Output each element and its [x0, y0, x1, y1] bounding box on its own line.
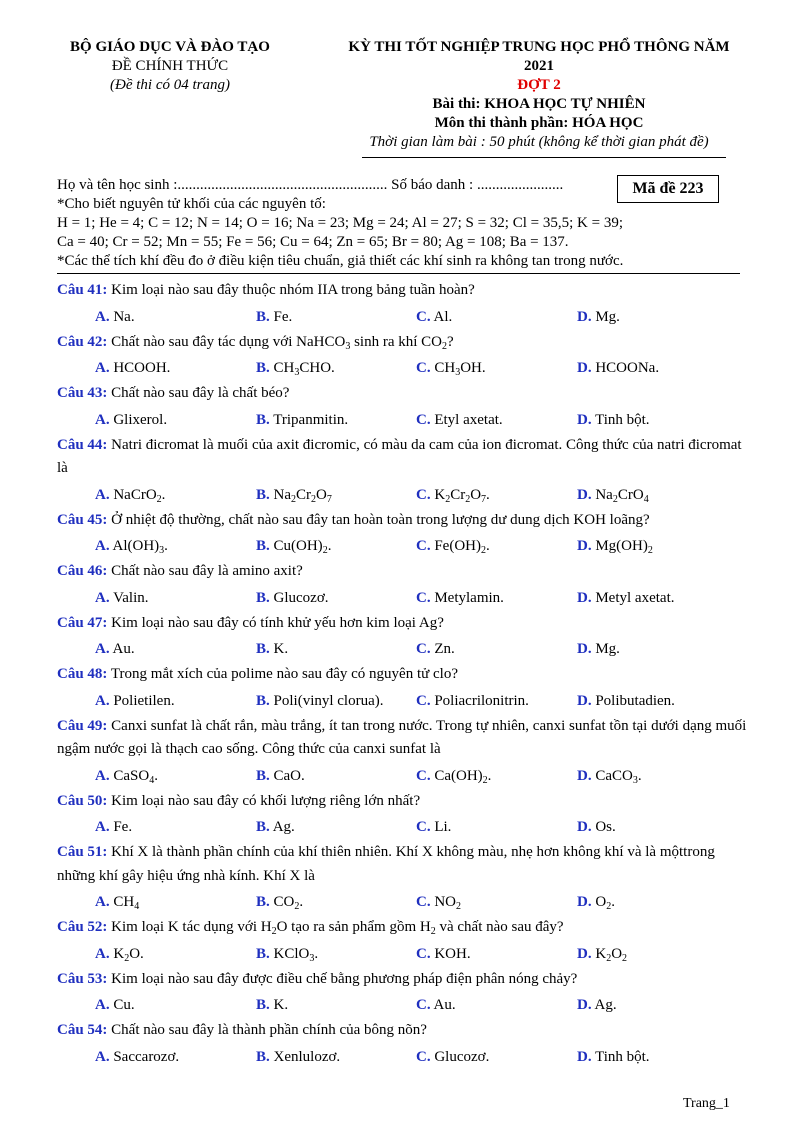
question-text: Ở nhiệt độ thường, chất nào sau đây tan hoàn toàn trong lượng dư dung dịch KOH loãng?	[107, 511, 650, 528]
option-text: HCOONa.	[591, 360, 660, 376]
option-key: C.	[416, 486, 431, 503]
option-text: Cu.	[109, 997, 135, 1013]
question-label: Câu 41:	[57, 282, 108, 298]
option-text: Poli(vinyl clorua).	[269, 692, 384, 709]
option-b[interactable]	[256, 892, 303, 912]
option-d[interactable]	[577, 892, 615, 912]
question-43	[57, 382, 747, 406]
question-label: Câu 46:	[57, 563, 108, 579]
option-row	[57, 532, 747, 560]
option-text: $Na_2Cr_2O_7$	[269, 486, 332, 505]
question-label: Câu 43:	[57, 385, 108, 401]
option-d[interactable]	[577, 766, 642, 786]
header-right	[300, 38, 778, 152]
question-text: Chất nào sau đây là amino axit?	[107, 563, 303, 579]
option-key: D.	[577, 945, 592, 962]
question-text: Kim loại nào sau đây có khối lượng riêng lớn nhất?	[107, 792, 421, 809]
option-b[interactable]	[256, 766, 305, 786]
option-row	[57, 687, 747, 715]
option-c[interactable]	[416, 410, 503, 430]
option-key: A.	[95, 1048, 110, 1065]
option-key: C.	[416, 819, 431, 835]
option-text: Glucozơ.	[430, 1048, 490, 1065]
atomic-masses-2: Ca = 40; Cr = 52; Mn = 55; Fe = 56; Cu = 64; Zn = 65; Br = 80; Ag = 108; Ba = 137.	[57, 234, 569, 250]
option-text: $K_2Cr_2O_7$.	[430, 486, 490, 505]
option-text: Glixerol.	[109, 411, 168, 428]
option-d[interactable]	[577, 410, 650, 430]
option-row	[57, 1043, 747, 1071]
option-d[interactable]	[577, 307, 620, 327]
option-key: C.	[416, 589, 431, 606]
option-text: Saccarozơ.	[109, 1048, 180, 1065]
option-text: Ag.	[591, 997, 617, 1013]
page-number: Trang_1	[683, 1096, 730, 1111]
option-b[interactable]	[256, 944, 318, 964]
exam-round: ĐỢT 2	[517, 77, 561, 93]
option-text: Mg.	[591, 641, 620, 657]
question-text: Trong mắt xích của polime nào sau đây có nguyên tử clo?	[107, 666, 458, 682]
option-key: B.	[256, 1048, 270, 1065]
option-key: B.	[256, 360, 270, 376]
option-key: A.	[95, 894, 110, 910]
option-key: B.	[256, 692, 270, 709]
question-45	[57, 509, 747, 533]
question-label: Câu 49:	[57, 717, 108, 734]
option-text: Mg.	[591, 308, 620, 325]
option-key: C.	[416, 411, 431, 428]
option-a[interactable]	[95, 536, 168, 556]
option-a[interactable]	[95, 691, 175, 711]
option-text: $Ca(OH)_2$.	[430, 767, 492, 786]
option-text: $K_2O_2$	[591, 945, 628, 964]
option-text: $NO_2$	[430, 894, 462, 912]
question-list	[57, 279, 747, 1071]
option-text: CaCO$_3$.	[591, 767, 642, 786]
pages-note: (Đề thi có 04 trang)	[110, 77, 230, 93]
option-text: NaCrO$_2$.	[109, 486, 166, 505]
option-text: Tripanmitin.	[269, 411, 349, 428]
exam-title-line2: 2021	[524, 58, 554, 74]
option-row	[57, 481, 747, 509]
option-text: KClO$_3$.	[269, 945, 319, 964]
question-44	[57, 434, 747, 481]
option-key: D.	[577, 692, 592, 709]
option-a[interactable]	[95, 588, 149, 608]
option-d[interactable]	[577, 536, 653, 556]
option-key: B.	[256, 589, 270, 606]
option-key: A.	[95, 767, 110, 784]
option-a[interactable]	[95, 410, 167, 430]
option-key: A.	[95, 641, 110, 657]
question-text: Kim loại nào sau đây có tính khử yếu hơn kim loại Ag?	[107, 614, 444, 631]
option-d[interactable]	[577, 1047, 650, 1067]
option-key: A.	[95, 360, 110, 376]
question-label: Câu 42:	[57, 333, 108, 350]
option-row	[57, 762, 747, 790]
option-text: Fe.	[269, 308, 293, 325]
option-key: D.	[577, 641, 592, 657]
option-text: K.	[269, 641, 289, 657]
option-text: K.	[269, 997, 289, 1013]
ministry-name: BỘ GIÁO DỤC VÀ ĐÀO TẠO	[70, 39, 270, 55]
option-key: B.	[256, 411, 270, 428]
option-d[interactable]	[577, 358, 659, 378]
option-text: $CH_3CHO$.	[269, 360, 335, 378]
option-c[interactable]	[416, 691, 529, 711]
option-row	[57, 991, 747, 1019]
option-key: C.	[416, 997, 431, 1013]
option-c[interactable]	[416, 766, 491, 786]
option-key: C.	[416, 692, 431, 709]
option-c[interactable]	[416, 944, 471, 964]
option-text: $Mg(OH)_2$	[591, 538, 653, 556]
question-text: Kim loại nào sau đây thuộc nhóm IIA trong bảng tuần hoàn?	[107, 282, 475, 298]
option-c[interactable]	[416, 995, 456, 1015]
option-text: $Al(OH)_3$.	[109, 538, 168, 556]
option-key: A.	[95, 945, 110, 962]
option-c[interactable]	[416, 639, 455, 659]
option-text: Valin.	[109, 589, 149, 606]
option-key: A.	[95, 589, 110, 606]
option-b[interactable]	[256, 691, 384, 711]
option-c[interactable]	[416, 817, 451, 837]
option-text: Tinh bột.	[591, 411, 650, 428]
question-label: Câu 45:	[57, 511, 108, 528]
option-text: $CO_2$.	[269, 894, 304, 912]
header-divider	[362, 157, 726, 158]
option-text: CaSO$_4$.	[109, 767, 158, 786]
option-key: B.	[256, 486, 270, 503]
header-left	[40, 38, 300, 95]
option-key: C.	[416, 538, 431, 554]
question-label: Câu 54:	[57, 1022, 108, 1038]
option-key: D.	[577, 486, 592, 503]
question-51	[57, 841, 747, 888]
option-key: D.	[577, 894, 592, 910]
option-text: Au.	[109, 641, 135, 657]
option-key: D.	[577, 360, 592, 376]
option-b[interactable]	[256, 410, 348, 430]
option-key: D.	[577, 411, 592, 428]
option-text: Ag.	[269, 819, 295, 835]
option-text: KOH.	[430, 945, 471, 962]
option-key: B.	[256, 945, 270, 962]
question-text: Canxi sunfat là chất rắn, màu trắng, ít tan trong nước. Trong tự nhiên, canxi sunfat tồn tại dưới dạng muối ngậm nước gọi là thạch cao sống. Công thức của canxi sunfat là	[57, 717, 747, 757]
option-key: D.	[577, 538, 592, 554]
option-row	[57, 303, 747, 331]
option-text: Metyl axetat.	[591, 589, 675, 606]
exam-code-box: Mã đề 223	[617, 175, 719, 203]
option-key: C.	[416, 641, 431, 657]
question-text: Kim loại K tác dụng với $H_2O$ tạo ra sản phẩm gồm $H_2$ và chất nào sau đây?	[107, 919, 564, 937]
option-row	[57, 813, 747, 841]
option-row	[57, 584, 747, 612]
option-key: B.	[256, 767, 270, 784]
option-text: $Na_2CrO_4$	[591, 486, 649, 505]
option-a[interactable]	[95, 766, 158, 786]
option-key: A.	[95, 411, 110, 428]
option-a[interactable]	[95, 358, 170, 378]
option-text: $Cu(OH)_2$.	[269, 538, 332, 556]
question-49	[57, 715, 747, 762]
option-key: A.	[95, 538, 110, 554]
option-a[interactable]	[95, 944, 144, 964]
option-a[interactable]	[95, 307, 135, 327]
option-key: A.	[95, 997, 110, 1013]
exam-subject: Bài thi: KHOA HỌC TỰ NHIÊN	[432, 96, 646, 112]
option-d[interactable]	[577, 944, 627, 964]
option-text: HCOOH.	[109, 360, 171, 376]
question-text: Khí X là thành phần chính của khí thiên nhiên. Khí X không màu, nhẹ hơn không khí và là mộttrong những khí gây hiệu ứng nhà kính. Khí X là	[57, 844, 715, 884]
question-54	[57, 1019, 747, 1043]
option-key: B.	[256, 997, 270, 1013]
option-text: CaO.	[269, 767, 305, 784]
option-b[interactable]	[256, 817, 295, 837]
question-text: Chất nào sau đây tác dụng với NaHCO$_3$ sinh ra khí $CO_2$?	[107, 333, 454, 352]
question-52	[57, 916, 747, 940]
exam-time: Thời gian làm bài : 50 phút (không kể thời gian phát đề)	[369, 134, 709, 150]
option-b[interactable]	[256, 1047, 340, 1067]
question-text: Natri đicromat là muối của axit đicromic, có màu da cam của ion đicromat. Công thức của natri đicromat là	[57, 436, 742, 476]
option-a[interactable]	[95, 892, 139, 912]
info-divider	[57, 273, 740, 274]
question-text: Chất nào sau đây là thành phần chính của bông nõn?	[107, 1022, 427, 1038]
option-row	[57, 354, 747, 382]
option-key: C.	[416, 894, 431, 910]
option-key: D.	[577, 997, 592, 1013]
option-b[interactable]	[256, 639, 288, 659]
option-row	[57, 635, 747, 663]
option-a[interactable]	[95, 639, 135, 659]
option-key: C.	[416, 308, 431, 325]
question-text: Chất nào sau đây là chất béo?	[107, 385, 290, 401]
question-label: Câu 53:	[57, 970, 108, 987]
question-42	[57, 331, 747, 355]
name-line: Họ và tên học sinh :........................................................ Số báo danh : .......................	[57, 177, 564, 193]
option-text: $O_2$.	[591, 894, 615, 912]
question-label: Câu 44:	[57, 436, 108, 453]
option-b[interactable]	[256, 536, 331, 556]
option-text: Polibutadien.	[591, 692, 675, 709]
official-label: ĐỀ CHÍNH THỨC	[111, 58, 229, 74]
option-text: Poliacrilonitrin.	[430, 692, 529, 709]
option-b[interactable]	[256, 307, 292, 327]
option-d[interactable]	[577, 817, 616, 837]
option-a[interactable]	[95, 1047, 179, 1067]
option-key: B.	[256, 308, 270, 325]
option-a[interactable]	[95, 995, 135, 1015]
option-text: $CH_4$	[109, 894, 140, 912]
question-label: Câu 47:	[57, 614, 108, 631]
option-key: B.	[256, 538, 270, 554]
option-text: Etyl axetat.	[430, 411, 503, 428]
option-key: D.	[577, 308, 592, 325]
option-key: D.	[577, 589, 592, 606]
option-text: Fe.	[109, 819, 133, 835]
option-text: Os.	[591, 819, 616, 835]
option-key: B.	[256, 894, 270, 910]
exam-component: Môn thi thành phần: HÓA HỌC	[434, 115, 644, 131]
option-text: Na.	[109, 308, 135, 325]
option-c[interactable]	[416, 588, 504, 608]
question-label: Câu 51:	[57, 844, 108, 860]
option-text: Metylamin.	[430, 589, 504, 606]
option-row	[57, 888, 747, 916]
question-41	[57, 279, 747, 303]
option-c[interactable]	[416, 358, 486, 378]
option-key: C.	[416, 767, 431, 784]
question-text: Kim loại nào sau đây được điều chế bằng phương pháp điện phân nóng chảy?	[107, 970, 578, 987]
question-label: Câu 52:	[57, 919, 108, 935]
option-key: A.	[95, 819, 110, 835]
question-53	[57, 968, 747, 992]
option-text: Li.	[430, 819, 452, 835]
option-d[interactable]	[577, 995, 617, 1015]
option-c[interactable]	[416, 536, 490, 556]
atomic-intro: *Cho biết nguyên tử khối của các nguyên tố:	[57, 196, 326, 212]
option-key: B.	[256, 641, 270, 657]
option-a[interactable]	[95, 817, 132, 837]
option-a[interactable]	[95, 485, 165, 505]
option-b[interactable]	[256, 485, 332, 505]
option-row	[57, 406, 747, 434]
option-key: D.	[577, 1048, 592, 1065]
question-48	[57, 663, 747, 687]
atomic-masses-1: H = 1; He = 4; C = 12; N = 14; O = 16; Na = 23; Mg = 24; Al = 27; S = 32; Cl = 35,5; K = 39;	[57, 215, 623, 231]
gas-note: *Các thể tích khí đều đo ở điều kiện tiêu chuẩn, giả thiết các khí sinh ra không tan trong nước.	[57, 253, 624, 269]
option-d[interactable]	[577, 639, 620, 659]
option-text: Glucozơ.	[269, 589, 329, 606]
option-key: A.	[95, 308, 110, 325]
option-key: D.	[577, 767, 592, 784]
question-47	[57, 612, 747, 636]
question-50	[57, 790, 747, 814]
option-key: A.	[95, 692, 110, 709]
option-b[interactable]	[256, 358, 335, 378]
option-text: Tinh bột.	[591, 1048, 650, 1065]
option-d[interactable]	[577, 588, 674, 608]
option-key: D.	[577, 819, 592, 835]
option-d[interactable]	[577, 485, 649, 505]
question-label: Câu 48:	[57, 666, 108, 682]
option-key: C.	[416, 945, 431, 962]
option-text: $Fe(OH)_2$.	[430, 538, 490, 556]
option-key: A.	[95, 486, 110, 503]
question-46	[57, 560, 747, 584]
option-d[interactable]	[577, 691, 675, 711]
option-key: C.	[416, 360, 431, 376]
option-key: C.	[416, 1048, 431, 1065]
option-c[interactable]	[416, 485, 490, 505]
option-b[interactable]	[256, 588, 329, 608]
option-c[interactable]	[416, 1047, 489, 1067]
option-row	[57, 940, 747, 968]
option-text: Au.	[430, 997, 456, 1013]
exam-title-line1: KỲ THI TỐT NGHIỆP TRUNG HỌC PHỔ THÔNG NĂM	[348, 39, 730, 55]
option-b[interactable]	[256, 995, 288, 1015]
question-label: Câu 50:	[57, 792, 108, 809]
option-text: Zn.	[430, 641, 455, 657]
option-text: $K_2O$.	[109, 945, 144, 964]
option-text: Polietilen.	[109, 692, 175, 709]
option-c[interactable]	[416, 307, 452, 327]
option-c[interactable]	[416, 892, 461, 912]
option-text: Xenlulozơ.	[269, 1048, 341, 1065]
option-text: Al.	[430, 308, 453, 325]
option-key: B.	[256, 819, 270, 835]
option-text: $CH_3OH$.	[430, 360, 486, 378]
